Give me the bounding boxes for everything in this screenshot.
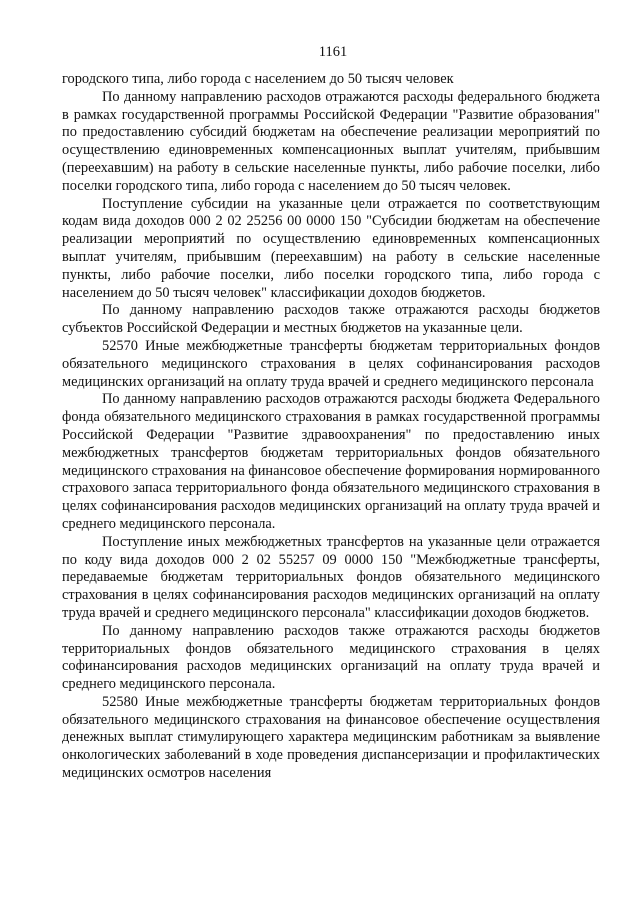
paragraph: По данному направлению расходов также отражаются расходы бюджетов субъектов Российской Федерации и местных бюджетов на указанные цели. [62, 302, 600, 337]
paragraph: По данному направлению расходов отражаются расходы бюджета Федерального фонда обязательного медицинского страхования в рамках государственной программы Российской Федерации "Развитие здравоохранения" по предоставлению иных межбюджетных трансфертов бюджетам территориальных фондов обязательного медицинского страхования на финансовое обеспечение формирования нормированного страхового запаса территориального фонда обязательного медицинского страхования в целях софинансирования расходов медицинских организаций на оплату труда врачей и среднего медицинского персонала. [62, 391, 600, 532]
page-number: 1161 [318, 44, 348, 60]
section-heading-52580: 52580 Иные межбюджетные трансферты бюджетам территориальных фондов обязательного медицинского страхования на финансовое обеспечение осуществления денежных выплат стимулирующего характера медицинским работникам за выявление онкологических заболеваний в ходе проведения диспансеризации и профилактических медицинских осмотров населения [62, 693, 600, 782]
paragraph-continuation: городского типа, либо города с населением до 50 тысяч человек [62, 71, 454, 87]
section-heading-52570: 52570 Иные межбюджетные трансферты бюджетам территориальных фондов обязательного медицинского страхования в целях софинансирования расходов медицинских организаций на оплату труда врачей и среднего медицинского персонала [62, 337, 600, 390]
paragraph: По данному направлению расходов отражаются расходы федерального бюджета в рамках государственной программы Российской Федерации "Развитие образования" по предоставлению субсидий бюджетам на обеспечение реализации мероприятий по осуществлению единовременных компенсационных выплат учителям, прибывшим (переехавшим) на работу в сельские населенные пункты, либо рабочие поселки, либо поселки городского типа, либо города с населением до 50 тысяч человек. [62, 88, 600, 194]
paragraph: Поступление иных межбюджетных трансфертов на указанные цели отражается по коду вида доходов 000 2 02 55257 09 0000 150 "Межбюджетные трансферты, передаваемые бюджетам территориальных фондов обязательного медицинского страхования в целях софинансирования расходов медицинских организаций на оплату труда врачей и среднего медицинского персонала" классификации доходов бюджетов. [62, 533, 600, 621]
paragraph: Поступление субсидии на указанные цели отражается по соответствующим кодам вида доходов 000 2 02 25256 00 0000 150 "Субсидии бюджетам на обеспечение реализации мероприятий по осуществлению единовременных компенсационных выплат учителям, прибывшим (переехавшим) на работу в сельские населенные пункты, либо рабочие поселки, либо поселки городского типа, либо города с населением до 50 тысяч человек" классификации доходов бюджетов. [62, 195, 600, 301]
document-body [62, 71, 600, 783]
paragraph: По данному направлению расходов также отражаются расходы бюджетов территориальных фондов обязательного медицинского страхования в целях софинансирования расходов медицинских организаций на оплату труда врачей и среднего медицинского персонала. [62, 622, 600, 693]
